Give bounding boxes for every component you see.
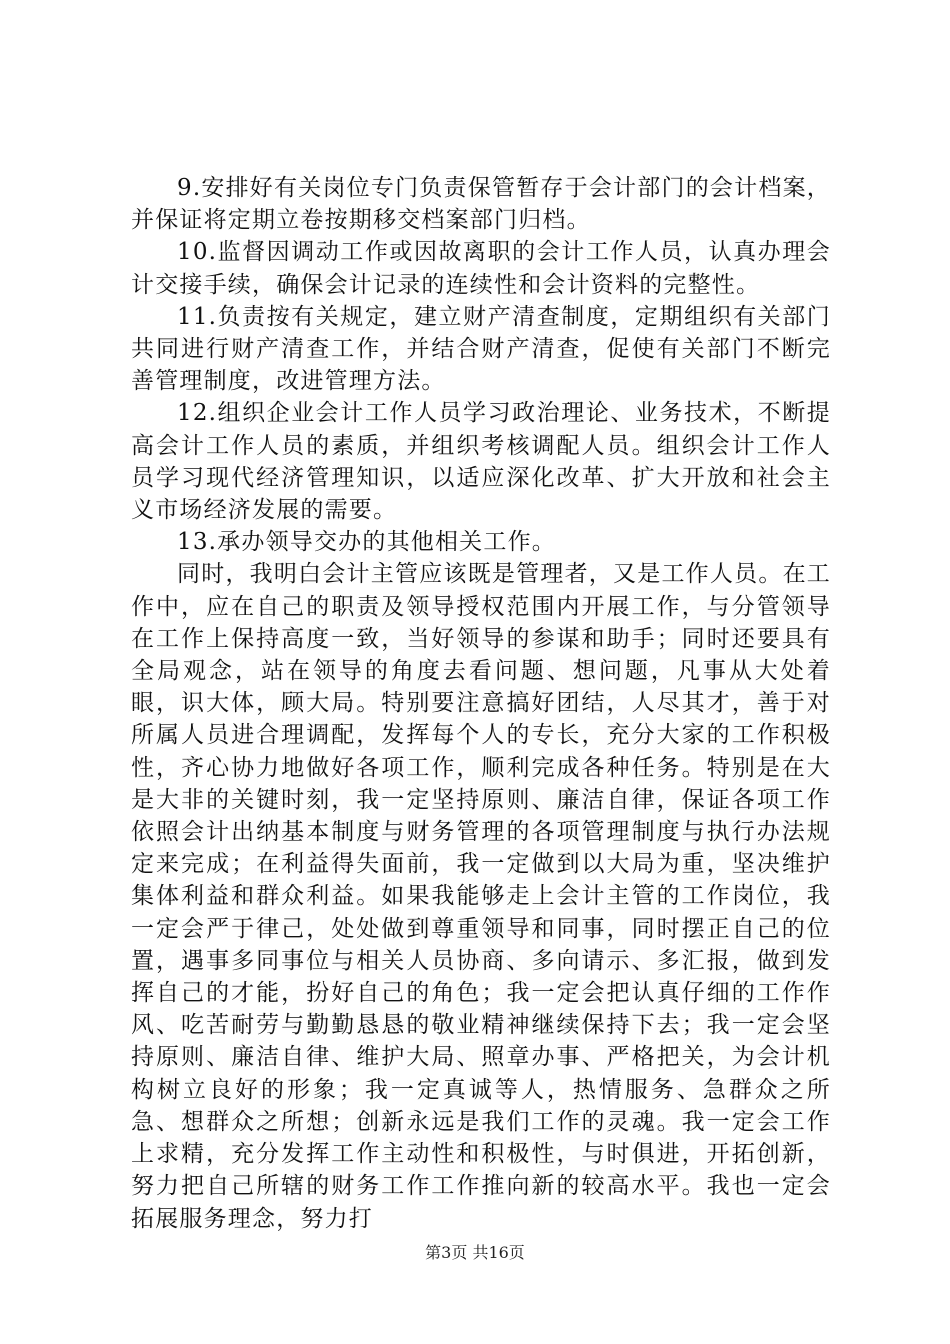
paragraph-item-13: 13.承办领导交办的其他相关工作。 — [177, 529, 556, 556]
page-number-footer: 第3页 共16页 — [425, 1243, 525, 1262]
paragraph-item-9: 9.安排好有关岗位专门负责保管暂存于会计部门的会计档案，并保证将定期立卷按期移交档案部门归档。 — [131, 175, 831, 234]
paragraph-body-main: 同时，我明白会计主管应该既是管理者，又是工作人员。在工作中，应在自己的职责及领导授权范围内开展工作，与分管领导在工作上保持高度一致，当好领导的参谋和助手；同时还要具有全局观念，站在领导的角度去看问题、想问题，凡事从大处着眼，识大体，顾大局。特别要注意搞好团结，人尽其才，善于对所属人员进合理调配，发挥每个人的专长，充分大家的工作积极性，齐心协力地做好各项工作，顺利完成各种任务。特别是在大是大非的关键时刻，我一定坚持原则、廉洁自律，保证各项工作依照会计出纳基本制度与财务管理的各项管理制度与执行办法规定来完成；在利益得失面前，我一定做到以大局为重，坚决维护集体利益和群众利益。如果我能够走上会计主管的工作岗位，我一定会严于律己，处处做到尊重领导和同事，同时摆正自己的位置，遇事多同事位与相关人员协商、多向请示、多汇报，做到发挥自己的才能，扮好自己的角色；我一定会把认真仔细的工作作风、吃苦耐劳与勤勤恳恳的敬业精神继续保持下去；我一定会坚持原则、廉洁自律、维护大局、照章办事、严格把关，为会计机构树立良好的形象；我一定真诚等人，热情服务、急群众之所急、想群众之所想；创新永远是我们工作的灵魂。我一定会工作上求精，充分发挥工作主动性和积极性，与时俱进，开拓创新，努力把自己所辖的财务工作工作推向新的较高水平。我也一定会拓展服务理念，努力打 — [131, 561, 831, 1232]
document-body — [131, 172, 831, 1235]
paragraph-item-10: 10.监督因调动工作或因故离职的会计工作人员，认真办理会计交接手续，确保会计记录的连续性和会计资料的完整性。 — [131, 239, 831, 298]
paragraph-item-12: 12.组织企业会计工作人员学习政治理论、业务技术，不断提高会计工作人员的素质，并组织考核调配人员。组织会计工作人员学习现代经济管理知识，以适应深化改革、扩大开放和社会主义市场经济发展的需要。 — [131, 400, 831, 524]
paragraph-item-11: 11.负责按有关规定，建立财产清查制度，定期组织有关部门共同进行财产清查工作，并结合财产清查，促使有关部门不断完善管理制度，改进管理方法。 — [131, 303, 831, 395]
